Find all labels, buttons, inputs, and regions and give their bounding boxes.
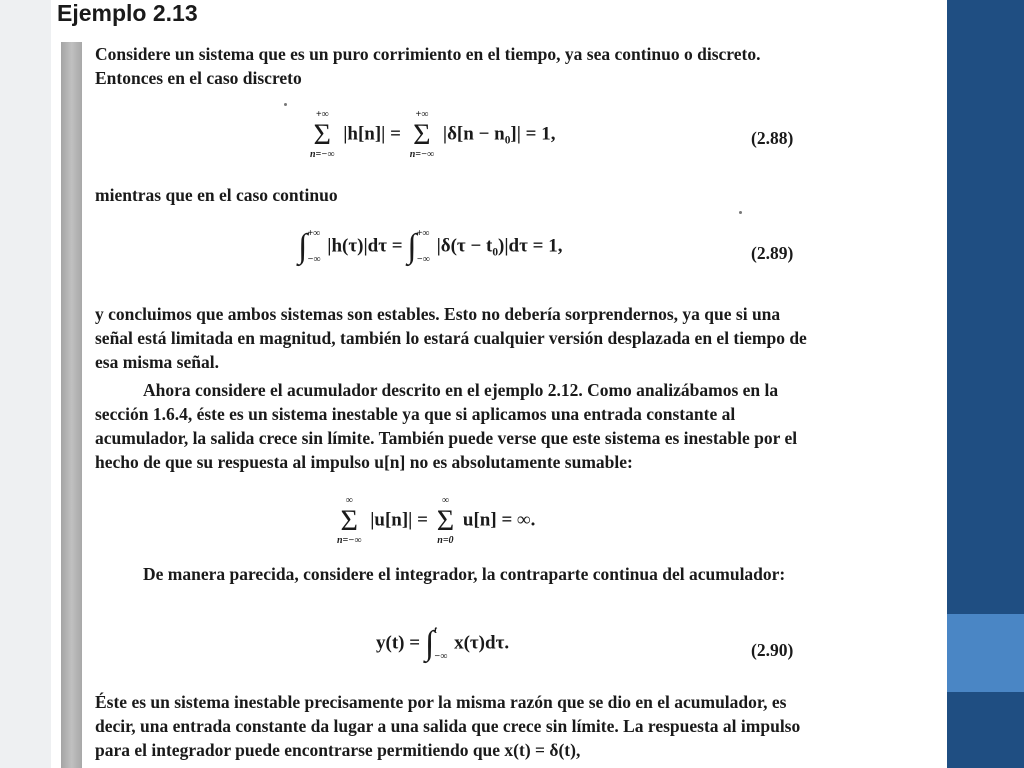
paragraph-integrator-unstable: Éste es un sistema inestable precisamente por la misma razón que se dio en el acumulador, es decir, una entrada constante da lugar a una salida que crece sin límite. La respuesta al impulso para el integrador puede encontrarse permitiendo que x(t) = δ(t), [95, 692, 801, 760]
scan-speck [284, 103, 287, 106]
equation-accumulator-lhs: |u[n]| = [370, 509, 428, 531]
equation-accumulator-sum [333, 496, 535, 546]
scan-speck [739, 211, 742, 214]
equation-2-90-lhs: y(t) = [376, 632, 421, 654]
paragraph-integrator: De manera parecida, considere el integrador, la contraparte continua del acumulador: [143, 564, 786, 584]
equation-2-89: ∫ +∞ −∞ |h(τ)|dτ = ∫ +∞ −∞ |δ(τ − t₀)|dτ = 1, [298, 228, 563, 265]
equation-2-88-lhs: |h[n]| = [343, 123, 401, 145]
integral-symbol: ∫ [298, 228, 308, 265]
paragraph-stability-conclusion: y concluimos que ambos sistemas son estables. Esto no debería sorprendernos, ya que si una señal está limitada en magnitud, también lo estará cualquier versión desplazada en el tiempo de esa misma señal. [95, 304, 807, 372]
equation-number-2-88: (2.88) [751, 128, 794, 148]
integral-symbol: ∫ [407, 228, 417, 265]
equation-number-2-89: (2.89) [751, 243, 794, 263]
right-accent-block [947, 614, 1024, 692]
summation-symbol: +∞ Σ n=−∞ [310, 109, 335, 160]
summation-symbol: +∞ Σ n=−∞ [409, 109, 435, 160]
equation-2-90-rhs: x(τ)dτ. [454, 632, 510, 654]
summation-symbol: ∞ Σ n=0 [436, 495, 455, 546]
equation-2-88-rhs: |δ[n − n₀]| = 1, [442, 123, 556, 145]
equation-accumulator-rhs: u[n] = ∞. [462, 509, 536, 531]
paragraph-intro: Considere un sistema que es un puro corrimiento en el tiempo, ya sea continuo o discreto. Entonces en el caso discreto [95, 44, 761, 88]
equation-2-88 [306, 110, 556, 160]
equation-number-2-90: (2.90) [751, 640, 794, 660]
scanned-book-page [51, 0, 947, 768]
paragraph-continuous: mientras que en el caso continuo [95, 185, 338, 205]
equation-2-90: y(t) = ∫ t −∞ x(τ)dτ. [376, 625, 510, 662]
summation-symbol: ∞ Σ n=−∞ [337, 495, 362, 546]
equation-2-89-rhs: |δ(τ − t₀)|dτ = 1, [436, 235, 563, 257]
paragraph-accumulator: Ahora considere el acumulador descrito en el ejemplo 2.12. Como analizábamos en la sección 1.6.4, éste es un sistema inestable ya que si aplicamos una entrada constante al acumulador, la salida crece sin límite. También puede verse que este sistema es inestable por el hecho de que su respuesta al impulso u[n] no es absolutamente sumable: [95, 380, 798, 472]
example-heading: Ejemplo 2.13 [57, 0, 198, 26]
page-margin-shadow [61, 42, 82, 768]
equation-2-89-lhs: |h(τ)|dτ = [327, 235, 403, 257]
integral-symbol: ∫ [424, 625, 435, 662]
